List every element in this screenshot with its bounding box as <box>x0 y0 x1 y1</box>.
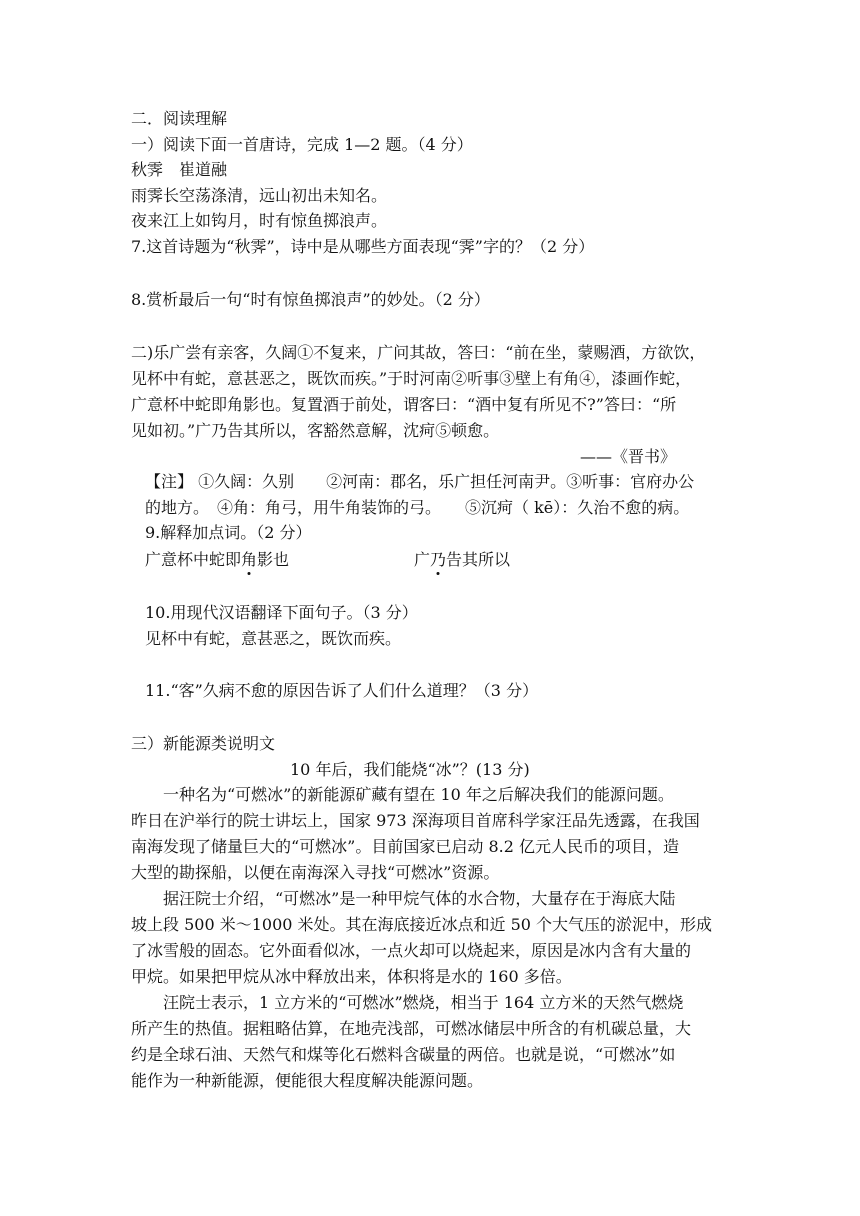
expository-heading: 三）新能源类说明文 <box>131 734 276 753</box>
q9b-suffix: 告其所以 <box>446 550 511 569</box>
poem-line-1: 雨霁长空荡涤清，远山初出未知名。 <box>131 186 388 205</box>
classical-text-line-1: 二)乐广尝有亲客，久阔①不复来，广问其故，答曰：“前在坐，蒙赐酒，方欲饮， <box>131 343 706 362</box>
poem-line-2: 夜来江上如钩月，时有惊鱼掷浪声。 <box>131 211 388 230</box>
annotation-line-1: 【注】 ①久阔：久别 ②河南：郡名，乐广担任河南尹。③听事：官府办公 <box>145 472 695 491</box>
paragraph-2-line-4: 甲烷。如果把甲烷从冰中释放出来，体积将是水的 160 多倍。 <box>131 967 572 986</box>
paragraph-3-line-4: 能作为一种新能源，便能很大程度解决能源问题。 <box>131 1071 484 1090</box>
classical-text-line-3: 广意杯中蛇即角影也。复置酒于前处，谓客曰：“酒中复有所见不?”答曰：“所 <box>131 395 677 414</box>
poem-intro: 一）阅读下面一首唐诗，完成 1—2 题。（4 分） <box>131 135 473 154</box>
q9a-suffix: 影也 <box>257 550 290 569</box>
classical-text-line-4: 见如初。”广乃告其所以，客豁然意解，沈疴⑤顿愈。 <box>131 421 500 440</box>
paragraph-3-line-1: 汪院士表示，1 立方米的“可燃冰”燃烧，相当于 164 立方米的天然气燃烧 <box>163 993 684 1012</box>
poem-title: 秋霁 崔道融 <box>131 160 228 179</box>
paragraph-2-line-2: 坡上段 500 米～1000 米处。其在海底接近冰点和近 50 个大气压的淤泥中，形成 <box>131 915 713 934</box>
text-source: ——《晋书》 <box>580 447 677 466</box>
q9b-prefix: 广 <box>414 550 431 569</box>
question-9: 9.解释加点词。（2 分） <box>145 523 312 542</box>
question-11: 11.“客”久病不愈的原因告诉了人们什么道理？（3 分） <box>145 681 539 700</box>
paragraph-1-line-3: 南海发现了储量巨大的“可燃冰”。目前国家已启动 8.2 亿元人民币的项目，造 <box>131 837 679 856</box>
paragraph-1-line-2: 昨日在沪举行的院士讲坛上，国家 973 深海项目首席科学家汪品先透露，在我国 <box>131 811 700 830</box>
paragraph-1-line-1: 一种名为“可燃冰”的新能源矿藏有望在 10 年之后解决我们的能源问题。 <box>163 785 674 804</box>
classical-text-line-2: 见杯中有蛇，意甚恶之，既饮而疾。”于时河南②听事③壁上有角④，漆画作蛇， <box>131 369 692 388</box>
paragraph-2-line-1: 据汪院士介绍，“可燃冰”是一种甲烷气体的水合物，大量存在于海底大陆 <box>163 889 676 908</box>
question-9-item-b <box>414 549 510 571</box>
paragraph-3-line-2: 所产生的热值。据粗略估算，在地壳浅部，可燃冰储层中所含的有机碳总量，大 <box>131 1019 692 1038</box>
question-7: 7.这首诗题为“秋霁”，诗中是从哪些方面表现“霁”字的？（2 分） <box>131 237 595 256</box>
paragraph-1-line-4: 大型的勘探船，以便在南海深入寻找“可燃冰”资源。 <box>131 863 500 882</box>
q9a-dotted-word: 角 <box>241 550 258 569</box>
question-10-sentence: 见杯中有蛇，意甚恶之，既饮而疾。 <box>145 629 402 648</box>
q9a-prefix: 广意杯中蛇即 <box>145 550 242 569</box>
section-heading: 二．阅读理解 <box>131 109 228 128</box>
question-8: 8.赏析最后一句“时有惊鱼掷浪声”的妙处。（2 分） <box>131 290 490 309</box>
q9b-dotted-word: 乃 <box>430 550 447 569</box>
article-title: 10 年后，我们能烧“冰”？(13 分) <box>290 760 530 779</box>
annotation-line-2: 的地方。 ④角：角弓，用牛角装饰的弓。 ⑤沉疴（ kē）：久治不愈的病。 <box>145 498 690 517</box>
paragraph-3-line-3: 约是全球石油、天然气和煤等化石燃料含碳量的两倍。也就是说，“可燃冰”如 <box>131 1045 676 1064</box>
question-9-item-a <box>145 549 289 571</box>
paragraph-2-line-3: 了冰雪般的固态。它外面看似冰，一点火却可以烧起来，原因是冰内含有大量的 <box>131 941 692 960</box>
question-10: 10.用现代汉语翻译下面句子。（3 分） <box>145 603 418 622</box>
